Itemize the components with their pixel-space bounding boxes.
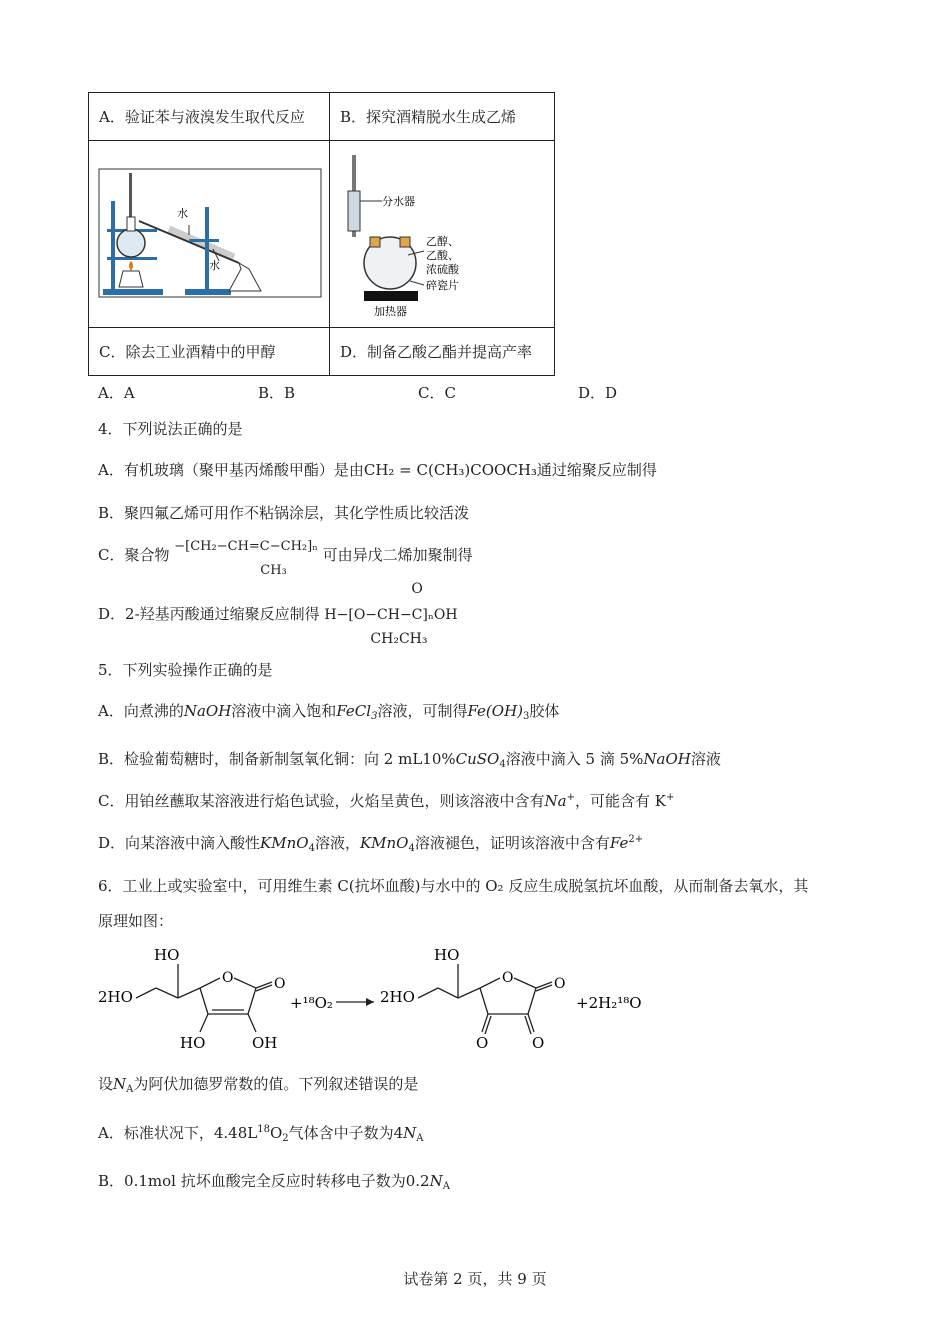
left-oh-bottom: OH bbox=[252, 1034, 278, 1052]
right-keto-o: O bbox=[554, 976, 566, 992]
plus-o2: +¹⁸O₂ bbox=[290, 994, 333, 1012]
reagent-label-2: 乙酸、 bbox=[426, 249, 459, 262]
q4-option-c: C．聚合物 −[CH₂−CH=C−CH₂]ₙ CH₃ 可由异戊二烯加聚制得 bbox=[98, 539, 473, 578]
q4-stem: 4．下列说法正确的是 bbox=[98, 420, 243, 438]
left-coef-ho: 2HO bbox=[98, 988, 133, 1006]
q6-stem-line2: 原理如图： bbox=[98, 912, 174, 930]
q3-choice-c: C．C bbox=[418, 384, 456, 402]
reagent-label-1: 乙醇、 bbox=[426, 235, 459, 248]
option-c-title: C．除去工业酒精中的甲醇 bbox=[89, 328, 330, 376]
esterification-apparatus-image bbox=[330, 141, 555, 328]
right-o-bottom-2: O bbox=[532, 1034, 545, 1052]
water-in-label: 水 bbox=[177, 207, 188, 220]
q5-option-c: C．用铂丝蘸取某溶液进行焰色试验，火焰呈黄色，则该溶液中含有Na+，可能含有 K+ bbox=[98, 792, 675, 810]
left-keto-o: O bbox=[274, 976, 286, 992]
reaction-scheme bbox=[96, 940, 656, 1060]
q5-option-d: D．向某溶液中滴入酸性KMnO$_4$溶液，KMnO$_4$溶液褪色，证明该溶液中含有$Fe^{2+}$ bbox=[98, 834, 644, 854]
water-out-label: 水 bbox=[209, 259, 220, 272]
q6-na-statement: 设$N_A$为阿伏加德罗常数的值。下列叙述错误的是 bbox=[98, 1075, 419, 1095]
q6-option-a: A．标准状况下，$4.48L^{18}O_2$气体含中子数为$4N_A$ bbox=[98, 1124, 424, 1144]
plus-water: +2H₂¹⁸O bbox=[576, 994, 642, 1012]
q4-option-a: A．有机玻璃（聚甲基丙烯酸甲酯）是由CH₂ = C(CH₃)COOCH₃通过缩聚反应制得 bbox=[98, 461, 657, 479]
q4-option-d: D．2-羟基丙酸通过缩聚反应制得 O H−[O−CH−C]ₙOH CH₂CH₃ bbox=[98, 581, 458, 647]
q3-choice-b: B．B bbox=[258, 384, 296, 402]
q6-stem-line1: 6．工业上或实验室中，可用维生素 C(抗坏血酸)与水中的 O₂ 反应生成脱氢抗坏血酸，从而制备去氧水，其 bbox=[98, 877, 809, 895]
right-ring-o: O bbox=[502, 970, 514, 986]
right-coef-ho: 2HO bbox=[380, 988, 415, 1006]
q6-option-b: B．0.1mol 抗坏血酸完全反应时转移电子数为$0.2N_A$ bbox=[98, 1172, 450, 1192]
left-ring-o: O bbox=[222, 970, 234, 986]
option-b-title: B．探究酒精脱水生成乙烯 bbox=[330, 93, 555, 141]
q5-stem: 5．下列实验操作正确的是 bbox=[98, 661, 273, 679]
q3-choice-a: A．A bbox=[98, 384, 135, 402]
chips-label: 碎瓷片 bbox=[426, 279, 459, 292]
right-o-bottom-1: O bbox=[476, 1034, 489, 1052]
q5-option-a: A．向煮沸的NaOH溶液中滴入饱和FeCl$_3$溶液，可制得$Fe(OH)_3$胶体 bbox=[98, 702, 560, 722]
option-d-title: D．制备乙酸乙酯并提高产率 bbox=[330, 328, 555, 376]
options-table bbox=[88, 92, 555, 376]
left-ho-bottom: HO bbox=[180, 1034, 206, 1052]
q5-option-b: B．检验葡萄糖时，制备新制氢氧化铜：向 2 mL10%CuSO$_4$溶液中滴入 5 滴 5%NaOH溶液 bbox=[98, 750, 721, 770]
page-footer: 试卷第 2 页，共 9 页 bbox=[403, 1270, 547, 1288]
right-ho-top: HO bbox=[434, 946, 460, 964]
option-a-title: A．验证苯与液溴发生取代反应 bbox=[89, 93, 330, 141]
separator-label: 分水器 bbox=[382, 195, 415, 208]
heater-label: 加热器 bbox=[374, 305, 407, 318]
left-ho-top: HO bbox=[154, 946, 180, 964]
q4-option-b: B．聚四氟乙烯可用作不粘锅涂层，其化学性质比较活泼 bbox=[98, 504, 470, 522]
q3-choice-d: D．D bbox=[578, 384, 618, 402]
distillation-apparatus-image bbox=[89, 141, 330, 328]
reagent-label-3: 浓硫酸 bbox=[426, 263, 459, 276]
